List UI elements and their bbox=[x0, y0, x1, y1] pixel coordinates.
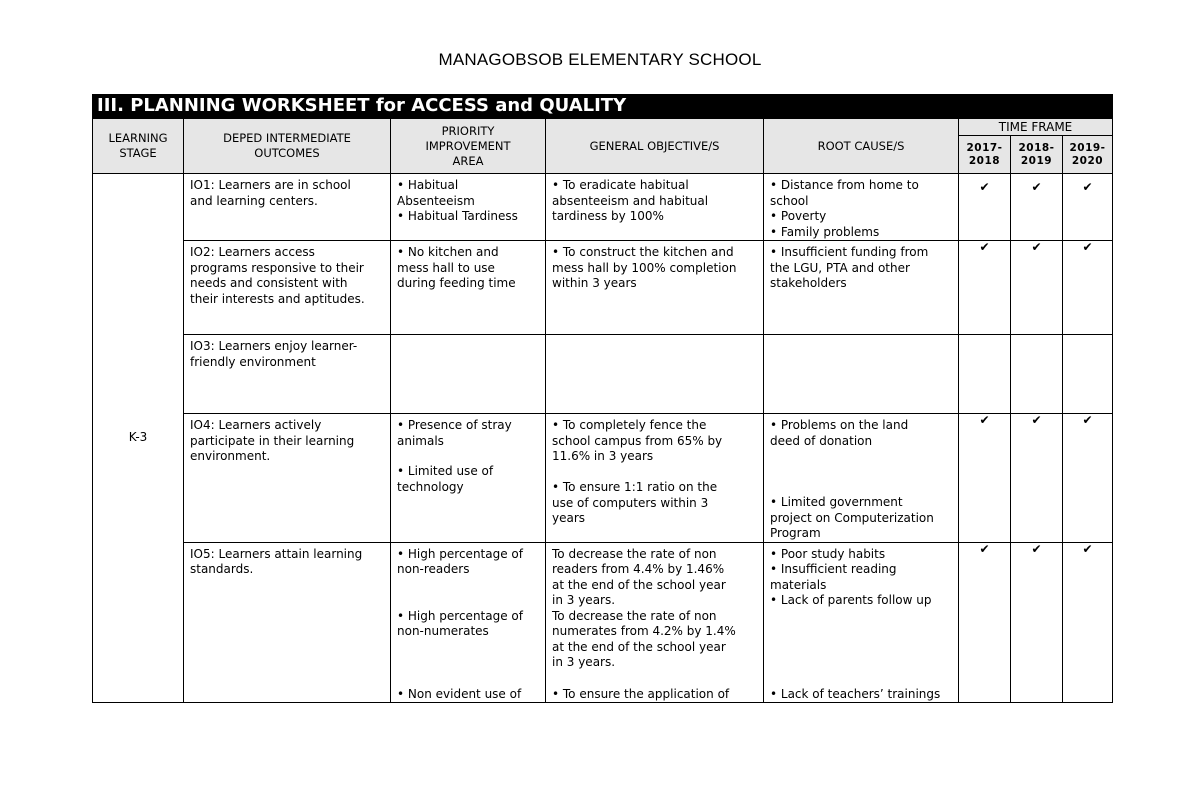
outcome-cell: IO1: Learners are in school and learning centers. bbox=[184, 174, 391, 241]
root-cause-cell bbox=[764, 335, 959, 414]
table-row bbox=[93, 335, 1113, 414]
table-row bbox=[93, 542, 1113, 703]
check-mark: ✔ bbox=[1063, 174, 1113, 241]
outcome-cell: IO5: Learners attain learning standards. bbox=[184, 542, 391, 703]
objective-cell: • To construct the kitchen and mess hall by 100% completion within 3 years bbox=[546, 241, 764, 335]
objective-cell: • To completely fence the school campus from 65% by 11.6% in 3 years • To ensure 1:1 ratio on the use of computers within 3 years bbox=[546, 414, 764, 543]
root-cause-cell: • Insufficient funding from the LGU, PTA and other stakeholders bbox=[764, 241, 959, 335]
time-frame-cell bbox=[1063, 335, 1113, 414]
table-row bbox=[93, 241, 1113, 335]
school-name: MANAGOBSOB ELEMENTARY SCHOOL bbox=[438, 50, 762, 69]
header-root-cause: ROOT CAUSE/S bbox=[764, 118, 959, 174]
time-frame-cell bbox=[959, 335, 1011, 414]
priority-cell: • Presence of stray animals • Limited use of technology bbox=[391, 414, 546, 543]
check-mark: ✔ bbox=[1011, 174, 1063, 241]
table-row bbox=[93, 414, 1113, 543]
check-mark: ✔ bbox=[959, 241, 1011, 335]
outcome-cell: IO2: Learners access programs responsive to their needs and consistent with their interests and aptitudes. bbox=[184, 241, 391, 335]
header-outcomes: DEPED INTERMEDIATE OUTCOMES bbox=[184, 118, 391, 174]
objective-cell: • To eradicate habitual absenteeism and habitual tardiness by 100% bbox=[546, 174, 764, 241]
table-row bbox=[93, 174, 1113, 241]
outcome-cell: IO3: Learners enjoy learner- friendly environment bbox=[184, 335, 391, 414]
planning-worksheet-table bbox=[92, 94, 1113, 703]
root-cause-cell: • Poor study habits • Insufficient reading materials • Lack of parents follow up • Lack of teachers’ trainings bbox=[764, 542, 959, 703]
check-mark: ✔ bbox=[1063, 414, 1113, 543]
learning-stage-cell: K-3 bbox=[93, 174, 184, 703]
header-learning-stage: LEARNING STAGE bbox=[93, 118, 184, 174]
priority-cell: • Habitual Absenteeism • Habitual Tardiness bbox=[391, 174, 546, 241]
header-year-2017-2018: 2017- 2018 bbox=[959, 136, 1011, 174]
root-cause-cell: • Distance from home to school • Poverty • Family problems bbox=[764, 174, 959, 241]
check-mark: ✔ bbox=[1063, 241, 1113, 335]
worksheet-banner-row bbox=[93, 95, 1113, 119]
check-mark: ✔ bbox=[1011, 414, 1063, 543]
check-mark: ✔ bbox=[1011, 542, 1063, 703]
header-year-2018-2019: 2018- 2019 bbox=[1011, 136, 1063, 174]
header-time-frame: TIME FRAME bbox=[959, 118, 1113, 136]
check-mark: ✔ bbox=[1063, 542, 1113, 703]
priority-cell bbox=[391, 335, 546, 414]
priority-cell: • High percentage of non-readers • High percentage of non-numerates • Non evident use of bbox=[391, 542, 546, 703]
check-mark: ✔ bbox=[959, 414, 1011, 543]
check-mark: ✔ bbox=[1011, 241, 1063, 335]
header-row-1 bbox=[93, 118, 1113, 136]
objective-cell: To decrease the rate of non readers from 4.4% by 1.46% at the end of the school year in 3 years. To decrease the rate of non numerates from 4.2% by 1.4% at the end of the school year in 3 years. • To ensure the application of bbox=[546, 542, 764, 703]
time-frame-cell bbox=[1011, 335, 1063, 414]
header-general-objective: GENERAL OBJECTIVE/S bbox=[546, 118, 764, 174]
worksheet-title: III. PLANNING WORKSHEET for ACCESS and QUALITY bbox=[93, 95, 1113, 119]
check-mark: ✔ bbox=[959, 542, 1011, 703]
header-priority-area: PRIORITY IMPROVEMENT AREA bbox=[391, 118, 546, 174]
header-year-2019-2020: 2019- 2020 bbox=[1063, 136, 1113, 174]
check-mark: ✔ bbox=[959, 174, 1011, 241]
objective-cell bbox=[546, 335, 764, 414]
outcome-cell: IO4: Learners actively participate in their learning environment. bbox=[184, 414, 391, 543]
priority-cell: • No kitchen and mess hall to use during feeding time bbox=[391, 241, 546, 335]
root-cause-cell: • Problems on the land deed of donation • Limited government project on Computerization Program bbox=[764, 414, 959, 543]
